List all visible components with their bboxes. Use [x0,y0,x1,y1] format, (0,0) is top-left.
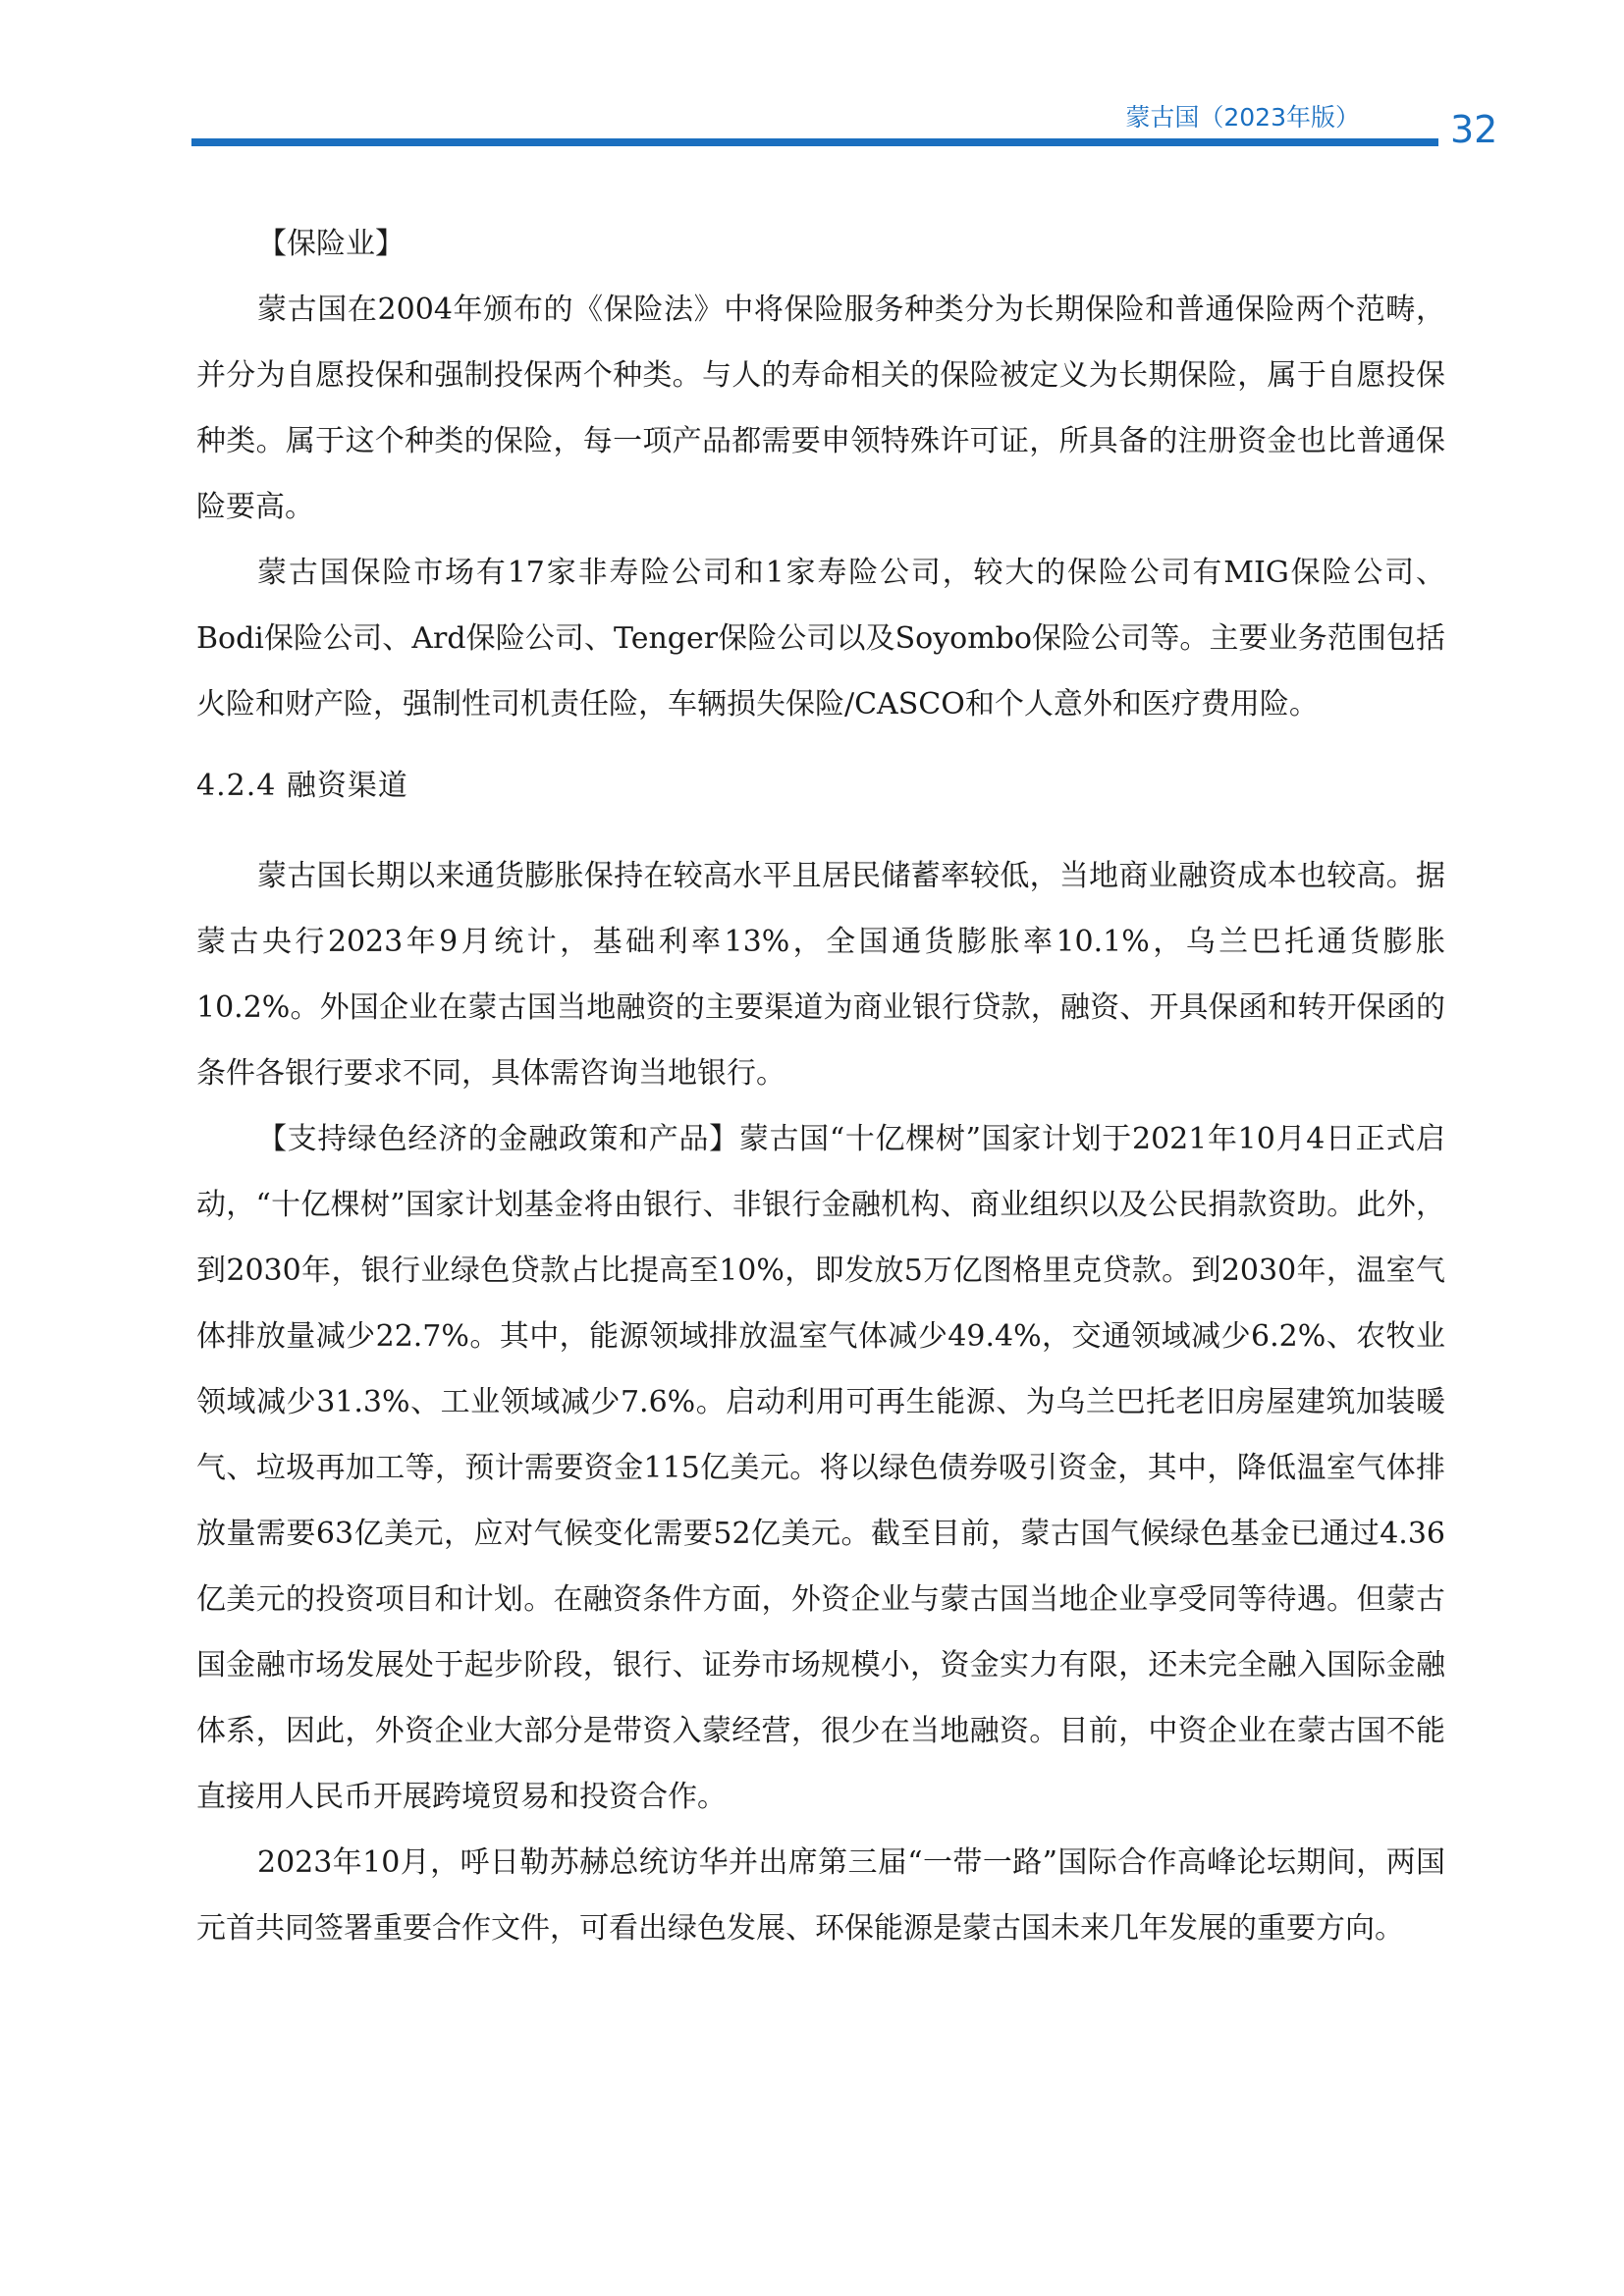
header-rule [191,138,1438,146]
insurance-paragraph-1: 蒙古国在2004年颁布的《保险法》中将保险服务种类分为长期保险和普通保险两个范畴，并分为自愿投保和强制投保两个种类。与人的寿命相关的保险被定义为长期保险，属于自愿投保种类。属于这个种类的保险，每一项产品都需要申领特殊许可证，所具备的注册资金也比普通保险要高。 [196,293,1445,524]
financing-paragraph-2: 【支持绿色经济的金融政策和产品】蒙古国“十亿棵树”国家计划于2021年10月4日正式启动，“十亿棵树”国家计划基金将由银行、非银行金融机构、商业组织以及公民捐款资助。此外，到2030年，银行业绿色贷款占比提高至10%，即发放5万亿图格里克贷款。到2030年，温室气体排放量减少22.7%。其中，能源领域排放温室气体减少49.4%，交通领域减少6.2%、农牧业领域减少31.3%、工业领域减少7.6%。启动利用可再生能源、为乌兰巴托老旧房屋建筑加装暖气、垃圾再加工等，预计需要资金115亿美元。将以绿色债券吸引资金，其中，降低温室气体排放量需要63亿美元，应对气候变化需要52亿美元。截至目前，蒙古国气候绿色基金已通过4.36亿美元的投资项目和计划。在融资条件方面，外资企业与蒙古国当地企业享受同等待遇。但蒙古国金融市场发展处于起步阶段，银行、证券市场规模小，资金实力有限，还未完全融入国际金融体系，因此，外资企业大部分是带资入蒙经营，很少在当地融资。目前，中资企业在蒙古国不能直接用人民币开展跨境贸易和投资合作。 [196,1122,1445,1814]
financing-paragraph-3: 2023年10月，呼日勒苏赫总统访华并出席第三届“一带一路”国际合作高峰论坛期间，两国元首共同签署重要合作文件，可看出绿色发展、环保能源是蒙古国未来几年发展的重要方向。 [196,1845,1445,1946]
section-heading-financing: 4.2.4 融资渠道 [196,769,408,803]
insurance-title: 【保险业】 [257,227,405,261]
page-header [191,94,1498,153]
page-number: 32 [1450,108,1498,151]
insurance-paragraph-2: 蒙古国保险市场有17家非寿险公司和1家寿险公司，较大的保险公司有MIG保险公司、Bodi保险公司、Ard保险公司、Tenger保险公司以及Soyombo保险公司等。主要业务范围包括火险和财产险，强制性司机责任险，车辆损失保险/CASCO和个人意外和医疗费用险。 [196,556,1445,721]
header-title: 蒙古国（2023年版） [1125,103,1360,132]
financing-paragraph-1: 蒙古国长期以来通货膨胀保持在较高水平且居民储蓄率较低，当地商业融资成本也较高。据蒙古央行2023年9月统计，基础利率13%，全国通货膨胀率10.1%，乌兰巴托通货膨胀10.2%。外国企业在蒙古国当地融资的主要渠道为商业银行贷款，融资、开具保函和转开保函的条件各银行要求不同，具体需咨询当地银行。 [196,859,1445,1091]
page-body [196,211,1445,1961]
